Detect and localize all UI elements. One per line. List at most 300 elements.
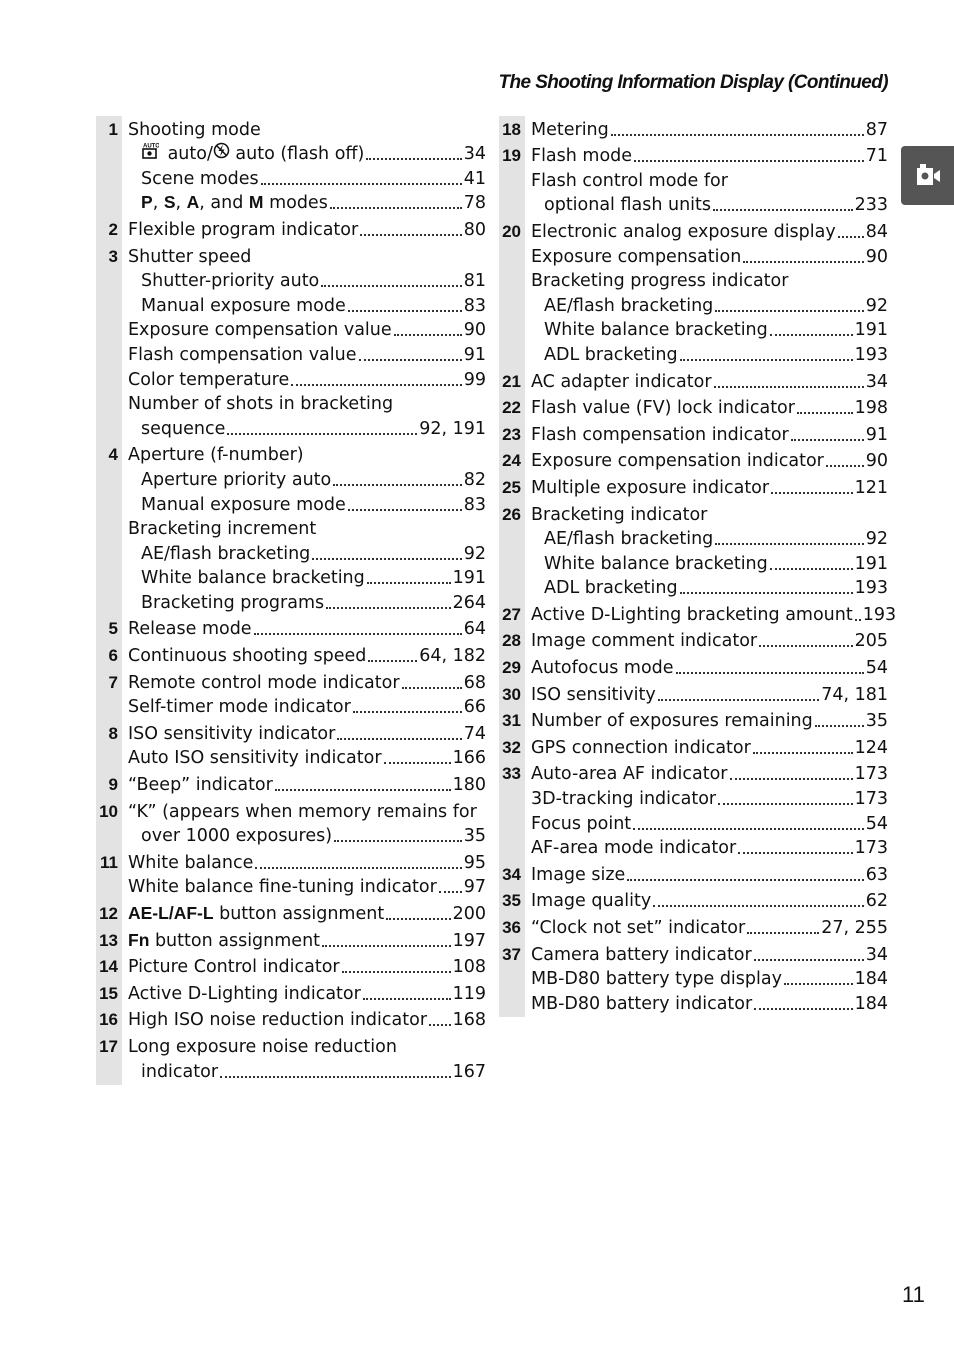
entry-label: “Beep” indicator (128, 775, 273, 796)
page-reference: 41 (463, 168, 486, 189)
index-entry (499, 501, 888, 599)
index-line (96, 642, 486, 667)
index-entry (499, 368, 888, 393)
page-reference: 92 (865, 295, 888, 316)
page-reference: 54 (865, 813, 888, 834)
page-reference: 121 (854, 477, 888, 498)
entry-label: Aperture priority auto (141, 469, 332, 490)
page-reference: 167 (452, 1061, 486, 1082)
entry-number: 37 (502, 944, 521, 964)
index-line (96, 720, 486, 745)
entry-text (531, 685, 888, 705)
index-line (96, 1033, 486, 1058)
leader-dots (627, 879, 863, 881)
entry-number: 1 (108, 119, 118, 139)
index-line (499, 966, 888, 991)
entry-label: Flash compensation value (128, 344, 357, 365)
entry-number: 13 (99, 930, 118, 950)
leader-dots (738, 852, 852, 854)
index-entry (499, 708, 888, 733)
index-line (499, 628, 888, 653)
entry-number: 18 (502, 119, 521, 139)
index-line (499, 734, 888, 759)
entry-number: 27 (502, 604, 521, 624)
entry-number: 11 (100, 852, 118, 872)
entry-label: “Clock not set” indicator (531, 918, 746, 938)
entry-label: GPS connection indicator (531, 737, 751, 758)
page-reference: 68 (463, 672, 486, 693)
leader-dots (360, 234, 462, 236)
leader-dots (747, 932, 819, 934)
entry-label: Auto ISO sensitivity indicator (128, 748, 382, 769)
entry-label: Exposure compensation value (128, 320, 392, 341)
entry-text (531, 505, 707, 525)
flash-off-icon (213, 142, 230, 159)
leader-dots (439, 891, 462, 893)
page-reference: 124 (854, 737, 888, 758)
entry-text (128, 445, 304, 465)
entry-text (128, 853, 486, 873)
page-reference: 191 (854, 553, 888, 574)
index-line (96, 745, 486, 770)
entry-number: 21 (502, 371, 521, 391)
entry-text (531, 631, 888, 651)
index-line (499, 654, 888, 679)
leader-dots (342, 971, 451, 973)
entry-label: Shutter speed (128, 246, 252, 267)
index-line (499, 761, 888, 786)
leader-dots (384, 762, 451, 764)
index-line (96, 442, 486, 467)
entry-label: Scene modes (141, 168, 259, 189)
entry-label: White balance bracketing (544, 320, 768, 341)
page-reference: 90 (463, 320, 486, 341)
page-reference: 191 (452, 568, 486, 589)
leader-dots (611, 134, 864, 136)
page-reference: 173 (854, 764, 888, 785)
page-reference: 35 (463, 826, 486, 847)
entry-text (128, 957, 486, 977)
entry-label: Remote control mode indicator (128, 672, 400, 693)
entry-label: High ISO noise reduction indicator (128, 1010, 428, 1031)
entry-text (128, 748, 486, 768)
entry-label: Fn button assignment (128, 929, 321, 951)
entry-label: White balance bracketing (141, 568, 365, 589)
index-entry (499, 861, 888, 886)
index-column-left (96, 116, 486, 1085)
entry-text (544, 578, 888, 598)
index-line (96, 616, 486, 641)
entry-number: 28 (502, 631, 521, 651)
page-header: The Shooting Information Display (Continued) (498, 72, 888, 93)
page-reference: 91 (463, 344, 486, 365)
entry-number: 3 (108, 246, 118, 266)
entry-label: Bracketing increment (128, 519, 317, 540)
page-reference: 92, 191 (419, 418, 486, 439)
entry-text (141, 1062, 486, 1082)
index-line (96, 466, 486, 491)
entry-number: 4 (108, 445, 118, 465)
page-number: 11 (902, 1282, 925, 1307)
leader-dots (321, 285, 461, 287)
entry-label: Number of exposures remaining (531, 711, 813, 732)
page-reference: 95 (463, 852, 486, 873)
index-entry (499, 628, 888, 653)
index-line (96, 268, 486, 293)
page-reference: 173 (854, 838, 888, 859)
entry-label: Shutter-priority auto (141, 271, 320, 292)
index-entry (499, 914, 888, 939)
entry-text (544, 195, 888, 215)
entry-number: 14 (99, 957, 118, 977)
entry-number: 29 (502, 658, 521, 678)
index-line (96, 190, 486, 215)
page-reference: 74, 181 (821, 684, 888, 705)
leader-dots (770, 568, 853, 570)
leader-dots (730, 778, 853, 780)
entry-label: Metering (531, 119, 609, 140)
camera-tab-icon (914, 162, 942, 190)
index-line (96, 900, 486, 925)
index-line (499, 421, 888, 446)
leader-dots (334, 840, 462, 842)
page-reference: 198 (854, 398, 888, 419)
index-line (499, 167, 888, 192)
entry-label: Flash value (FV) lock indicator (531, 398, 795, 419)
index-line (499, 550, 888, 575)
index-line (96, 540, 486, 565)
entry-label: Active D-Lighting indicator (128, 983, 361, 1004)
entry-label: AE/flash bracketing (544, 529, 714, 550)
index-line (499, 218, 888, 243)
entry-label: sequence (141, 418, 226, 439)
entry-text (544, 320, 888, 340)
page-reference: 197 (452, 930, 486, 951)
leader-dots (713, 209, 853, 211)
section-tab (901, 146, 954, 205)
page-reference: 233 (854, 195, 888, 216)
page-reference: 27, 255 (821, 918, 888, 938)
entry-number: 19 (502, 146, 521, 166)
leader-dots (855, 619, 861, 621)
index-entry (96, 798, 486, 847)
page-reference: 193 (854, 578, 888, 599)
index-entry (96, 216, 486, 241)
entry-number: 6 (108, 646, 118, 666)
entry-label: Image comment indicator (531, 631, 758, 652)
page-reference: 84 (865, 221, 888, 242)
entry-label: AF-area mode indicator (531, 838, 737, 859)
leader-dots (714, 386, 864, 388)
entry-label: Auto-area AF indicator (531, 764, 728, 785)
index-line (499, 143, 888, 168)
page-reference: 54 (865, 658, 888, 679)
entry-text (531, 372, 888, 392)
leader-dots (227, 433, 417, 435)
entry-text (531, 247, 888, 267)
svg-text:AUTO: AUTO (143, 143, 159, 150)
page-reference: 71 (865, 146, 888, 167)
leader-dots (291, 384, 461, 386)
page-reference: 97 (463, 877, 486, 898)
entry-number: 30 (502, 684, 521, 704)
entry-number: 9 (108, 775, 118, 795)
entry-text (128, 802, 477, 822)
index-line (96, 317, 486, 342)
index-line (499, 941, 888, 966)
entry-text (128, 775, 486, 795)
index-line (96, 927, 486, 952)
entry-text (544, 529, 888, 549)
entry-text (128, 984, 486, 1004)
index-line (96, 116, 486, 141)
page-reference: 173 (854, 789, 888, 810)
entry-text (128, 619, 486, 639)
leader-dots (368, 660, 417, 662)
index-line (96, 1007, 486, 1032)
entry-text (128, 247, 251, 267)
entry-text (128, 345, 486, 365)
index-line (499, 914, 888, 939)
entry-label: Number of shots in bracketing (128, 394, 394, 415)
index-entry (96, 116, 486, 214)
entry-label: optional flash units (544, 195, 712, 216)
entry-text (531, 789, 888, 809)
entry-text (141, 169, 486, 189)
entry-number: 23 (502, 424, 521, 444)
entry-text (141, 470, 486, 490)
index-line (96, 391, 486, 416)
page-reference: 92 (463, 543, 486, 564)
entry-text (544, 554, 888, 574)
index-line (96, 243, 486, 268)
index-entry (499, 448, 888, 473)
entry-label: “K” (appears when memory remains for (128, 801, 477, 822)
page-reference: 63 (865, 864, 888, 885)
leader-dots (275, 789, 451, 791)
leader-dots (718, 803, 852, 805)
entry-text (531, 738, 888, 758)
index-entry (499, 888, 888, 913)
leader-dots (261, 183, 462, 185)
entry-text (141, 296, 486, 316)
index-entry (499, 734, 888, 759)
index-entry (96, 771, 486, 796)
index-line (499, 192, 888, 217)
leader-dots (326, 607, 450, 609)
entry-text (531, 222, 888, 242)
entry-label: P, S, A, and M modes (141, 192, 328, 214)
entry-label: Flash compensation indicator (531, 424, 789, 445)
entry-label: Camera battery indicator (531, 944, 752, 965)
index-entry (499, 474, 888, 499)
leader-dots (255, 867, 461, 869)
leader-dots (359, 359, 462, 361)
index-entry (96, 980, 486, 1005)
entry-label: Flexible program indicator (128, 219, 359, 240)
index-entry (96, 927, 486, 952)
entry-label: AC adapter indicator (531, 371, 712, 392)
entry-number: 8 (108, 723, 118, 743)
entry-text (141, 544, 486, 564)
leader-dots (759, 645, 852, 647)
index-entry (96, 720, 486, 769)
index-entry (499, 681, 888, 706)
entry-label: Manual exposure mode (141, 295, 346, 316)
page-reference: 81 (463, 271, 486, 292)
index-entry (96, 669, 486, 718)
index-line (96, 771, 486, 796)
index-line (96, 565, 486, 590)
index-line (499, 243, 888, 268)
index-entry (96, 442, 486, 614)
leader-dots (634, 160, 864, 162)
entry-label: AE/flash bracketing (141, 543, 311, 564)
page-reference: 90 (865, 451, 888, 472)
entry-text (531, 120, 888, 140)
index-entry (499, 941, 888, 1015)
entry-label: Image quality (531, 891, 652, 912)
page-reference: 180 (452, 775, 486, 796)
entry-number: 22 (502, 398, 521, 418)
page-reference: 80 (463, 219, 486, 240)
page-reference: 99 (463, 369, 486, 390)
entry-text (531, 451, 888, 471)
page-reference: 64, 182 (419, 646, 486, 667)
index-line (96, 849, 486, 874)
index-line (499, 861, 888, 886)
index-line (96, 292, 486, 317)
index-entry (499, 143, 888, 217)
index-entry (499, 761, 888, 859)
index-entry (96, 954, 486, 979)
entry-text (531, 425, 888, 445)
entry-number: 31 (502, 711, 521, 731)
entry-text (141, 271, 486, 291)
index-column-right (499, 116, 897, 1017)
leader-dots (653, 905, 863, 907)
entry-text (531, 865, 888, 885)
entry-label: AUTO auto/ auto (flash off) (141, 141, 364, 164)
index-line (499, 116, 888, 141)
entry-number: 33 (502, 764, 521, 784)
entry-label: Image size (531, 864, 626, 885)
index-line (96, 980, 486, 1005)
page-reference: 35 (865, 711, 888, 732)
leader-dots (680, 359, 853, 361)
leader-dots (715, 310, 863, 312)
entry-text (128, 877, 486, 897)
page-reference: 193 (854, 344, 888, 365)
index-line (499, 888, 888, 913)
entry-label: Bracketing progress indicator (531, 271, 789, 292)
entry-number: 5 (108, 619, 118, 639)
entry-text (128, 930, 486, 951)
entry-number: 24 (502, 451, 521, 471)
page-reference: 83 (463, 494, 486, 515)
leader-dots (348, 509, 462, 511)
index-line (499, 785, 888, 810)
entry-number: 7 (108, 672, 118, 692)
entry-label: Self-timer mode indicator (128, 697, 351, 718)
entry-text (544, 296, 888, 316)
entry-label: AE-L/AF-L button assignment (128, 903, 385, 924)
leader-dots (715, 543, 863, 545)
index-line (499, 341, 888, 366)
entry-text (128, 903, 486, 924)
entry-text (128, 370, 486, 390)
page-reference: 92 (865, 529, 888, 550)
index-entry (96, 1033, 486, 1082)
index-line (499, 575, 888, 600)
index-line (499, 526, 888, 551)
index-line (96, 141, 486, 166)
page-reference: 34 (463, 144, 486, 165)
index-line (499, 368, 888, 393)
leader-dots (394, 334, 462, 336)
index-line (96, 516, 486, 541)
page-reference: 108 (452, 957, 486, 978)
entry-text (128, 724, 486, 744)
entry-label: Shooting mode (128, 119, 261, 140)
index-line (499, 395, 888, 420)
entry-text (128, 1037, 397, 1057)
page-reference: 34 (865, 371, 888, 392)
entry-label: Long exposure noise reduction (128, 1036, 397, 1057)
index-entry (499, 601, 897, 626)
leader-dots (743, 261, 863, 263)
entry-text (128, 220, 486, 240)
entry-text (128, 519, 316, 539)
page-reference: 64 (463, 619, 486, 640)
entry-label: Flash mode (531, 146, 633, 167)
entry-label: over 1000 exposures) (141, 826, 333, 847)
index-line (499, 268, 888, 293)
page-reference: 184 (854, 993, 888, 1014)
leader-dots (366, 158, 461, 160)
leader-dots (791, 439, 864, 441)
page-reference: 90 (865, 246, 888, 267)
entry-text (531, 994, 888, 1014)
index-line (499, 601, 897, 626)
entry-label: ISO sensitivity indicator (128, 723, 336, 744)
entry-number: 2 (108, 219, 118, 239)
page-reference: 91 (865, 424, 888, 445)
index-line (499, 810, 888, 835)
leader-dots (676, 672, 864, 674)
entry-text (531, 478, 888, 498)
index-line (96, 589, 486, 614)
entry-label: Bracketing indicator (531, 504, 708, 525)
entry-text (531, 271, 788, 291)
page-reference: 166 (452, 748, 486, 769)
leader-dots (337, 738, 461, 740)
entry-text (531, 814, 888, 834)
entry-label: Release mode (128, 619, 252, 640)
leader-dots (254, 633, 462, 635)
index-line (499, 501, 888, 526)
index-entry (499, 395, 888, 420)
entry-label: Flash control mode for (531, 170, 728, 191)
entry-text (128, 646, 486, 666)
entry-number: 32 (502, 737, 521, 757)
leader-dots (680, 592, 853, 594)
page-reference: 78 (463, 193, 486, 214)
entry-text (141, 141, 486, 164)
index-line (96, 366, 486, 391)
entry-label: White balance (128, 852, 254, 873)
index-line (96, 165, 486, 190)
